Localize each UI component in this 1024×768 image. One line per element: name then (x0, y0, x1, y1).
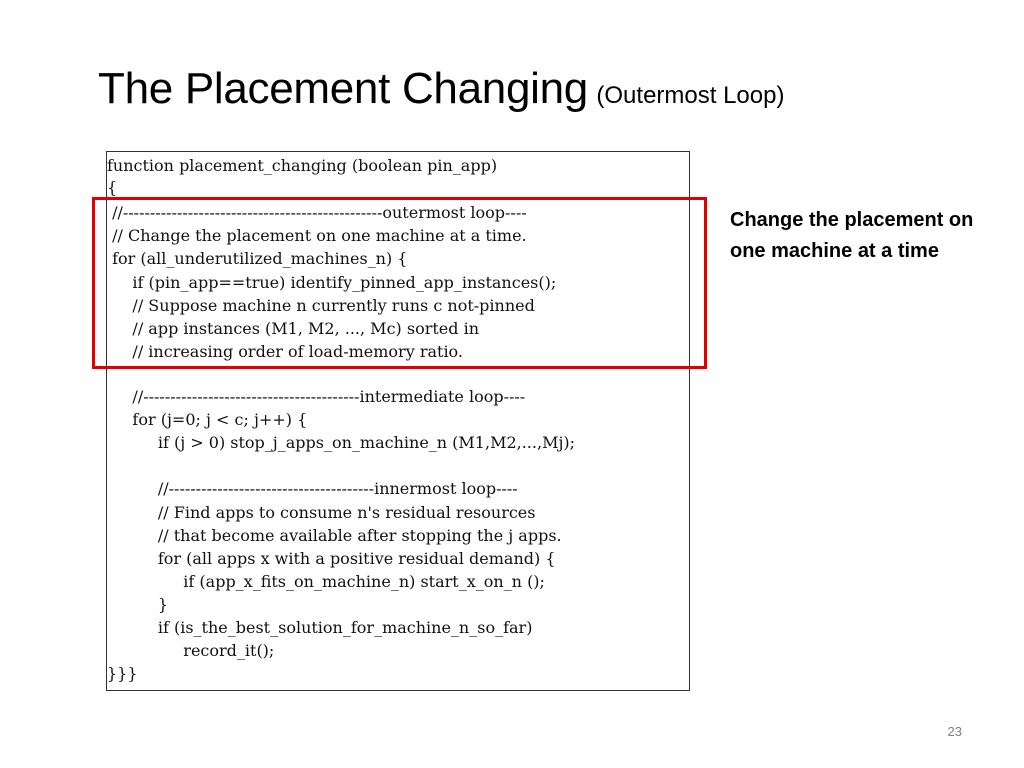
code-line: if (pin_app==true) identify_pinned_app_instances(); (107, 273, 557, 292)
code-line: //------------------------------------------------outermost loop---- (107, 203, 527, 222)
code-line: //----------------------------------------intermediate loop---- (107, 387, 526, 406)
code-line: // increasing order of load-memory ratio. (107, 342, 463, 361)
code-line: for (all apps x with a positive residual demand) { (107, 549, 556, 568)
code-line: function placement_changing (boolean pin_app) (107, 156, 498, 175)
code-line: if (app_x_fits_on_machine_n) start_x_on_n (); (107, 572, 545, 591)
code-line: record_it(); (107, 641, 275, 660)
code-line: for (all_underutilized_machines_n) { (107, 249, 408, 268)
code-line: }}} (107, 664, 138, 683)
code-line: // Suppose machine n currently runs c not-pinned (107, 296, 535, 315)
code-line: // that become available after stopping the j apps. (107, 526, 562, 545)
code-line: if (is_the_best_solution_for_machine_n_so_far) (107, 618, 533, 637)
page-number: 23 (947, 724, 962, 739)
code-line: // Find apps to consume n's residual resources (107, 503, 536, 522)
code-line: if (j > 0) stop_j_apps_on_machine_n (M1,M2,...,Mj); (107, 433, 576, 452)
slide-title-subtitle: (Outermost Loop) (596, 82, 785, 109)
slide-title (98, 64, 784, 114)
code-line: for (j=0; j < c; j++) { (107, 410, 308, 429)
code-line: // Change the placement on one machine at a time. (107, 226, 527, 245)
callout-text: Change the placement on one machine at a time (730, 209, 974, 262)
slide-title-main: The Placement Changing (98, 64, 588, 113)
code-line: { (107, 178, 118, 197)
code-line: } (107, 595, 169, 614)
code-listing (106, 151, 690, 691)
code-line: // app instances (M1, M2, ..., Mc) sorted in (107, 319, 479, 338)
code-line: //--------------------------------------innermost loop---- (107, 479, 518, 498)
